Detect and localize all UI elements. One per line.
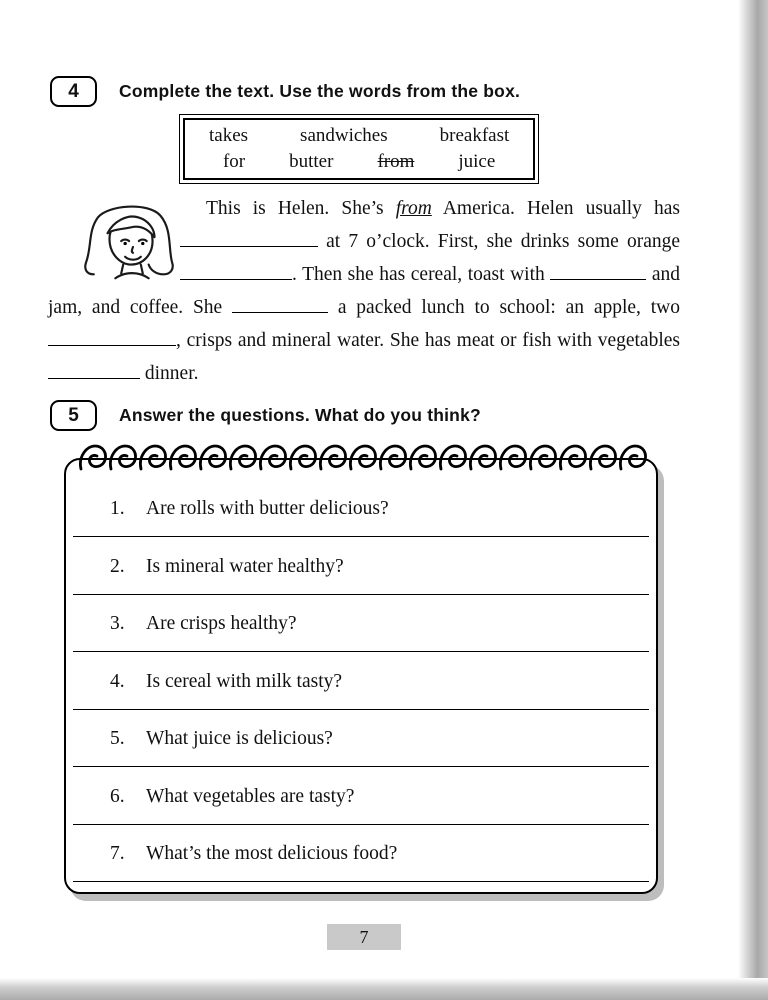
exercise-4-number: 4	[68, 80, 79, 102]
answer-line	[73, 881, 649, 882]
word-sandwiches: sandwiches	[300, 125, 388, 146]
blank-2-juice	[180, 261, 292, 281]
question-text: Are crisps healthy?	[146, 613, 297, 634]
exercise-5-number-badge	[50, 400, 97, 431]
word-box-inner	[183, 118, 535, 180]
answer-line	[73, 824, 649, 825]
blank-3-butter	[550, 261, 646, 281]
blank-5-sandwiches	[48, 327, 176, 347]
spiral-binding-icon	[78, 443, 648, 473]
exercise-4-header	[50, 76, 520, 107]
page-number: 7	[359, 926, 369, 947]
page-edge-shadow-right	[738, 0, 768, 1000]
question-number: 2.	[110, 555, 125, 577]
question-text: What’s the most delicious food?	[146, 843, 398, 864]
blank-1-breakfast	[180, 228, 318, 248]
word-box-row-2	[209, 149, 509, 175]
question-item	[66, 667, 656, 725]
passage-word-from: from	[395, 198, 432, 219]
exercise-4-number-badge	[50, 76, 97, 107]
exercise-5-number: 5	[68, 404, 79, 426]
passage-segment: America. Helen usually has	[431, 198, 680, 219]
passage-segment: at 7 o’clock. First, she drinks some orange	[318, 231, 680, 252]
exercise-5-title: Answer the questions. What do you think?	[119, 405, 481, 425]
word-for: for	[222, 151, 246, 172]
question-number: 3.	[110, 613, 125, 634]
question-item	[66, 494, 656, 552]
page-edge-shadow-bottom	[0, 978, 768, 1000]
exercise-5-header	[50, 400, 481, 431]
passage-segment: and jam, and coffee. She	[48, 264, 680, 318]
answer-line	[73, 536, 649, 537]
question-text: Is cereal with milk tasty?	[146, 670, 343, 692]
page-number-band	[327, 924, 401, 950]
blank-4-takes	[232, 294, 328, 314]
notepad-panel	[64, 458, 658, 894]
answer-line	[73, 594, 649, 595]
exercise-4-title: Complete the text. Use the words from the box.	[119, 81, 521, 101]
question-item	[66, 839, 656, 897]
question-item	[66, 724, 656, 782]
question-item	[66, 552, 656, 610]
question-text: What juice is delicious?	[146, 728, 333, 749]
passage-segment: a packed lunch to school: an apple, two	[328, 297, 680, 318]
passage	[48, 192, 680, 390]
blank-6-for	[48, 360, 140, 380]
question-number: 7.	[110, 843, 125, 864]
passage-segment: This is Helen. She’s	[206, 198, 396, 219]
question-list	[66, 460, 656, 897]
answer-line	[73, 709, 649, 710]
question-number: 5.	[110, 728, 125, 749]
word-box-row-1	[209, 123, 509, 149]
word-breakfast: breakfast	[439, 125, 510, 146]
question-item	[66, 609, 656, 667]
passage-segment: . Then she has cereal, toast with	[292, 264, 551, 285]
question-text: What vegetables are tasty?	[146, 785, 355, 807]
question-item	[66, 782, 656, 840]
answer-line	[73, 766, 649, 767]
question-text: Is mineral water healthy?	[146, 555, 344, 577]
question-number: 6.	[110, 785, 125, 807]
word-butter: butter	[289, 151, 334, 172]
girl-illustration	[52, 198, 160, 291]
question-text: Are rolls with butter delicious?	[146, 498, 389, 519]
passage-segment: dinner.	[140, 363, 199, 384]
word-box	[179, 114, 539, 184]
word-from-crossed-out: from	[377, 151, 415, 172]
passage-segment: , crisps and mineral water. She has meat or fish with vegetables	[176, 330, 680, 351]
word-takes: takes	[209, 125, 249, 146]
question-number: 1.	[110, 498, 125, 519]
question-number: 4.	[110, 670, 125, 692]
word-juice: juice	[458, 151, 496, 172]
answer-line	[73, 651, 649, 652]
